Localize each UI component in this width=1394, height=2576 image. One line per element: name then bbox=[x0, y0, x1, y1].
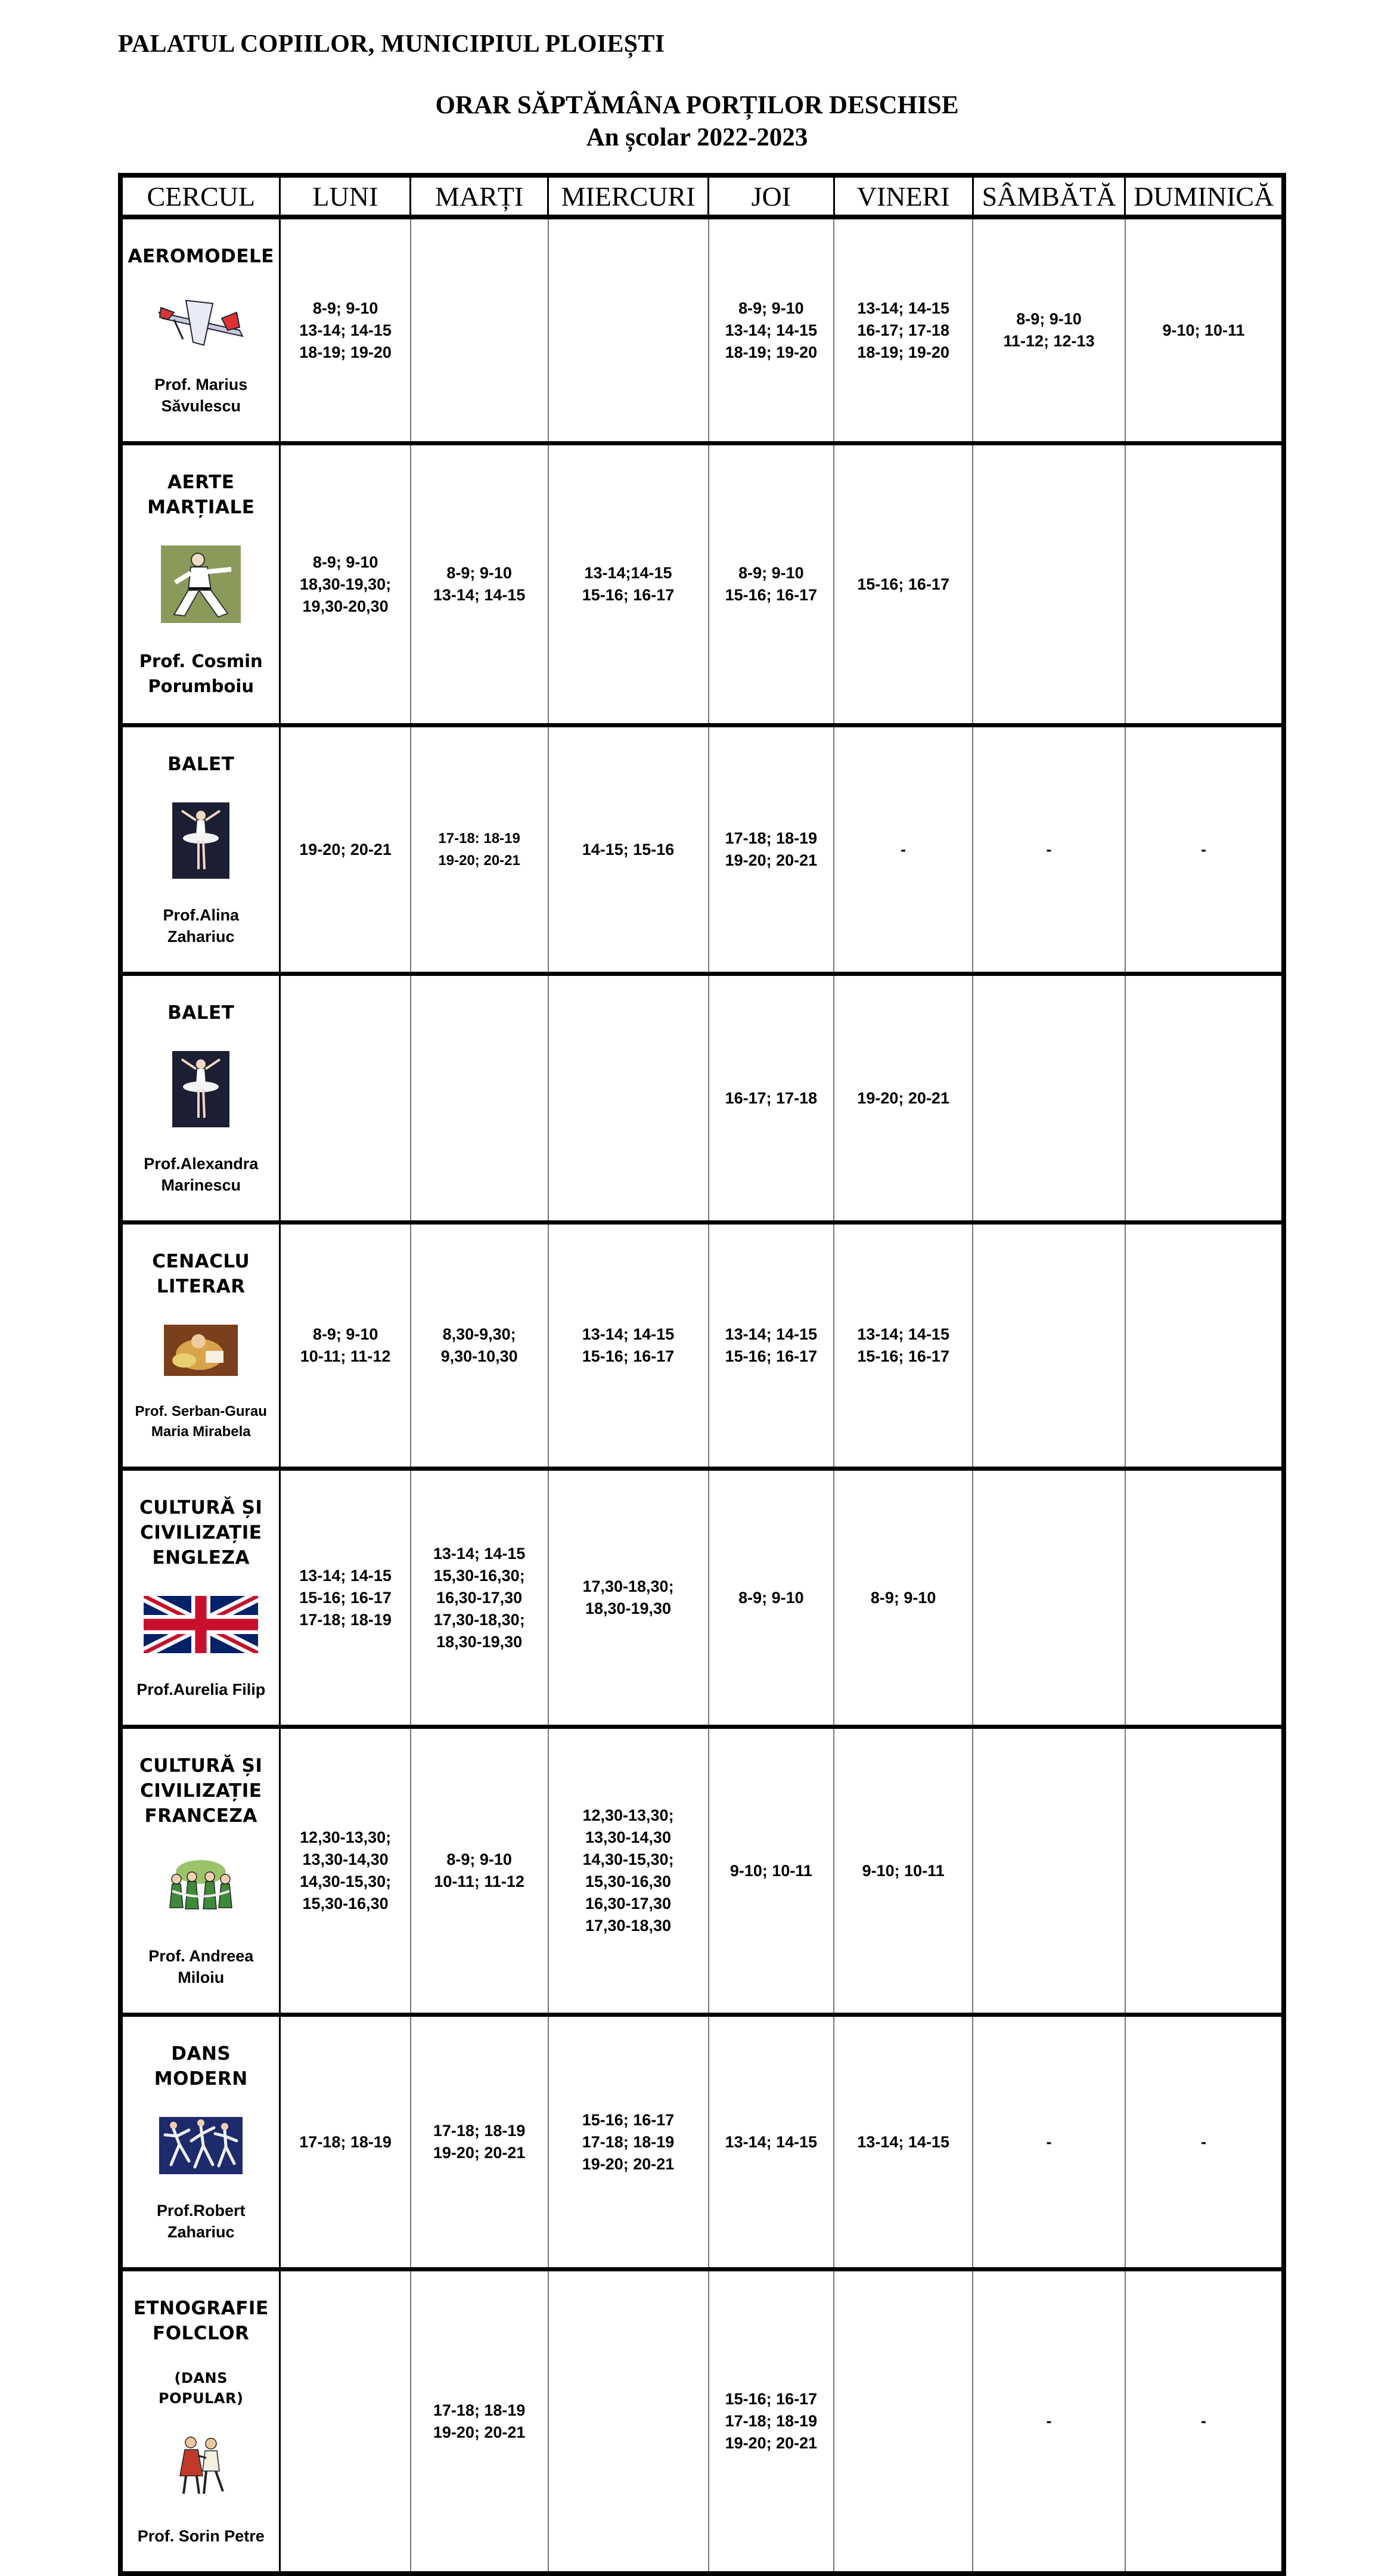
header-vineri: VINERI bbox=[834, 175, 973, 217]
schedule-cell: 8-9; 9-10 15-16; 16-17 bbox=[709, 444, 834, 726]
schedule-cell: 19-20; 20-21 bbox=[834, 974, 973, 1223]
schedule-cell: 15-16; 16-17 bbox=[834, 444, 973, 726]
schedule-cell: 16-17; 17-18 bbox=[709, 974, 834, 1223]
schedule-cell: 8-9; 9-10 18,30-19,30; 19,30-20,30 bbox=[280, 444, 411, 726]
table-row bbox=[120, 2015, 1284, 2270]
schedule-cell: 13-14; 14-15 bbox=[834, 2015, 973, 2270]
schedule-cell bbox=[548, 974, 709, 1223]
professor-name: Prof.Aurelia Filip bbox=[136, 1681, 266, 1698]
schedule-cell bbox=[280, 2270, 411, 2574]
circle-name: AEROMODELE bbox=[128, 246, 274, 267]
table-row bbox=[120, 444, 1284, 726]
schedule-cell: 15-16; 16-17 17-18; 18-19 19-20; 20-21 bbox=[548, 2015, 709, 2270]
schedule-cell bbox=[548, 2270, 709, 2574]
header-luni: LUNI bbox=[280, 175, 411, 217]
schedule-cell bbox=[973, 444, 1125, 726]
schedule-cell: 13-14; 14-15 16-17; 17-18 18-19; 19-20 bbox=[834, 217, 973, 444]
professor-name: Prof.Alina Zahariuc bbox=[163, 906, 239, 946]
modern-dancers-icon bbox=[159, 2117, 243, 2174]
professor-name: Prof. Serban-Gurau Maria Mirabela bbox=[135, 1403, 267, 1440]
schedule-cell bbox=[1125, 444, 1284, 726]
schedule-cell bbox=[834, 2270, 973, 2574]
schedule-cell: 13-14; 14-15 bbox=[709, 2015, 834, 2270]
table-row bbox=[120, 2270, 1284, 2574]
circle-name: BALET bbox=[167, 754, 235, 775]
ballerina-icon bbox=[172, 1051, 229, 1127]
schedule-cell: 17,30-18,30; 18,30-19,30 bbox=[548, 1469, 709, 1727]
schedule-cell bbox=[1125, 1223, 1284, 1469]
circle-cell bbox=[120, 1727, 280, 2015]
schedule-cell: - bbox=[1125, 2270, 1284, 2574]
schedule-cell: 9-10; 10-11 bbox=[709, 1727, 834, 2015]
professor-name: Prof. Cosmin Porumboiu bbox=[139, 651, 263, 696]
schedule-cell: - bbox=[834, 726, 973, 974]
schedule-cell: 13-14; 14-15 15-16; 16-17 bbox=[709, 1223, 834, 1469]
schedule-cell: 13-14; 14-15 15,30-16,30; 16,30-17,30 17,30-18,30; 18,30-19,30 bbox=[411, 1469, 548, 1727]
circle-name: DANS MODERN bbox=[154, 2043, 248, 2090]
schedule-cell: - bbox=[1125, 2015, 1284, 2270]
schedule-cell: 15-16; 16-17 17-18; 18-19 19-20; 20-21 bbox=[709, 2270, 834, 2574]
table-row bbox=[120, 217, 1284, 444]
schedule-cell: 12,30-13,30; 13,30-14,30 14,30-15,30; 15,30-16,30 16,30-17,30 17,30-18,30 bbox=[548, 1727, 709, 2015]
schedule-cell: 17-18; 18-19 19-20; 20-21 bbox=[411, 2270, 548, 2574]
schedule-cell: 8-9; 9-10 bbox=[834, 1469, 973, 1727]
schedule-cell: 13-14; 14-15 15-16; 16-17 bbox=[548, 1223, 709, 1469]
circle-cell bbox=[120, 1223, 280, 1469]
schedule-cell: 19-20; 20-21 bbox=[280, 726, 411, 974]
folk-dancers-icon bbox=[174, 2434, 228, 2500]
schedule-cell bbox=[548, 217, 709, 444]
ballerina-icon bbox=[172, 802, 229, 879]
children-circle-icon bbox=[164, 1854, 238, 1920]
circle-cell bbox=[120, 974, 280, 1223]
schedule-cell: 8-9; 9-10 10-11; 11-12 bbox=[411, 1727, 548, 2015]
circle-cell bbox=[120, 444, 280, 726]
schedule-table-wrapper bbox=[118, 173, 1286, 2576]
circle-name: ETNOGRAFIE FOLCLOR bbox=[133, 2298, 269, 2344]
title-line-2: An școlar 2022-2023 bbox=[586, 123, 808, 151]
professor-name: Prof. Sorin Petre bbox=[137, 2527, 265, 2545]
schedule-cell bbox=[280, 974, 411, 1223]
schedule-cell: 17-18: 18-19 19-20; 20-21 bbox=[411, 726, 548, 974]
circle-cell bbox=[120, 726, 280, 974]
header-row bbox=[120, 175, 1284, 217]
schedule-cell: 13-14; 14-15 15-16; 16-17 17-18; 18-19 bbox=[280, 1469, 411, 1727]
header-miercuri: MIERCURI bbox=[548, 175, 709, 217]
professor-name: Prof. Marius Săvulescu bbox=[154, 376, 248, 415]
schedule-cell bbox=[411, 974, 548, 1223]
schedule-cell bbox=[1125, 1469, 1284, 1727]
professor-name: Prof.Robert Zahariuc bbox=[156, 2202, 246, 2241]
professor-name: Prof. Andreea Miloiu bbox=[148, 1947, 254, 1986]
schedule-cell: 8-9; 9-10 13-14; 14-15 18-19; 19-20 bbox=[709, 217, 834, 444]
schedule-cell bbox=[411, 217, 548, 444]
header-sambata: SÂMBĂTĂ bbox=[973, 175, 1125, 217]
schedule-cell: 17-18; 18-19 bbox=[280, 2015, 411, 2270]
schedule-cell: 17-18; 18-19 19-20; 20-21 bbox=[411, 2015, 548, 2270]
circle-name: AERTE MARȚIALE bbox=[147, 472, 255, 518]
circle-cell bbox=[120, 2270, 280, 2574]
schedule-cell: 14-15; 15-16 bbox=[548, 726, 709, 974]
header-joi: JOI bbox=[709, 175, 834, 217]
schedule-cell: 8-9; 9-10 13-14; 14-15 18-19; 19-20 bbox=[280, 217, 411, 444]
schedule-cell: 13-14; 14-15 15-16; 16-17 bbox=[834, 1223, 973, 1469]
schedule-cell: - bbox=[973, 726, 1125, 974]
professor-name: Prof.Alexandra Marinescu bbox=[144, 1155, 259, 1194]
schedule-cell bbox=[1125, 974, 1284, 1223]
table-row bbox=[120, 1469, 1284, 1727]
schedule-cell: - bbox=[1125, 726, 1284, 974]
schedule-cell bbox=[973, 1223, 1125, 1469]
uk-flag-icon bbox=[144, 1596, 258, 1653]
circle-name: CENACLU LITERAR bbox=[152, 1251, 250, 1297]
circle-cell bbox=[120, 1469, 280, 1727]
schedule-cell: 8-9; 9-10 bbox=[709, 1469, 834, 1727]
airplane-icon bbox=[156, 295, 246, 348]
schedule-cell: 12,30-13,30; 13,30-14,30 14,30-15,30; 15,30-16,30 bbox=[280, 1727, 411, 2015]
schedule-cell: 17-18; 18-19 19-20; 20-21 bbox=[709, 726, 834, 974]
table-row bbox=[120, 1727, 1284, 2015]
schedule-cell: - bbox=[973, 2270, 1125, 2574]
schedule-cell: - bbox=[973, 2015, 1125, 2270]
reading-painting-icon bbox=[164, 1325, 238, 1376]
header-marti: MARȚI bbox=[411, 175, 548, 217]
schedule-cell bbox=[973, 974, 1125, 1223]
circle-name: CULTURĂ ȘI CIVILIZAȚIE ENGLEZA bbox=[139, 1497, 263, 1568]
schedule-cell bbox=[973, 1727, 1125, 2015]
circle-name: BALET bbox=[167, 1002, 235, 1024]
table-row bbox=[120, 974, 1284, 1223]
schedule-cell: 9-10; 10-11 bbox=[1125, 217, 1284, 444]
institution-name: PALATUL COPIILOR, MUNICIPIUL PLOIEȘTI bbox=[118, 30, 665, 58]
schedule-cell: 8-9; 9-10 10-11; 11-12 bbox=[280, 1223, 411, 1469]
schedule-table bbox=[118, 173, 1286, 2576]
header-duminica: DUMINICĂ bbox=[1125, 175, 1284, 217]
schedule-cell: 8-9; 9-10 11-12; 12-13 bbox=[973, 217, 1125, 444]
schedule-cell: 8,30-9,30; 9,30-10,30 bbox=[411, 1223, 548, 1469]
page-title bbox=[0, 89, 1394, 154]
title-line-1: ORAR SĂPTĂMÂNA PORȚILOR DESCHISE bbox=[435, 91, 959, 119]
circle-subname: (DANS POPULAR) bbox=[159, 2370, 244, 2407]
schedule-cell: 8-9; 9-10 13-14; 14-15 bbox=[411, 444, 548, 726]
table-row bbox=[120, 1223, 1284, 1469]
schedule-cell: 9-10; 10-11 bbox=[834, 1727, 973, 2015]
header-cercul: CERCUL bbox=[120, 175, 280, 217]
circle-name: CULTURĂ ȘI CIVILIZAȚIE FRANCEZA bbox=[139, 1755, 263, 1827]
martial-arts-icon bbox=[161, 545, 241, 623]
circle-cell bbox=[120, 2015, 280, 2270]
schedule-cell: 13-14;14-15 15-16; 16-17 bbox=[548, 444, 709, 726]
schedule-cell bbox=[1125, 1727, 1284, 2015]
table-row bbox=[120, 726, 1284, 974]
schedule-cell bbox=[973, 1469, 1125, 1727]
circle-cell bbox=[120, 217, 280, 444]
